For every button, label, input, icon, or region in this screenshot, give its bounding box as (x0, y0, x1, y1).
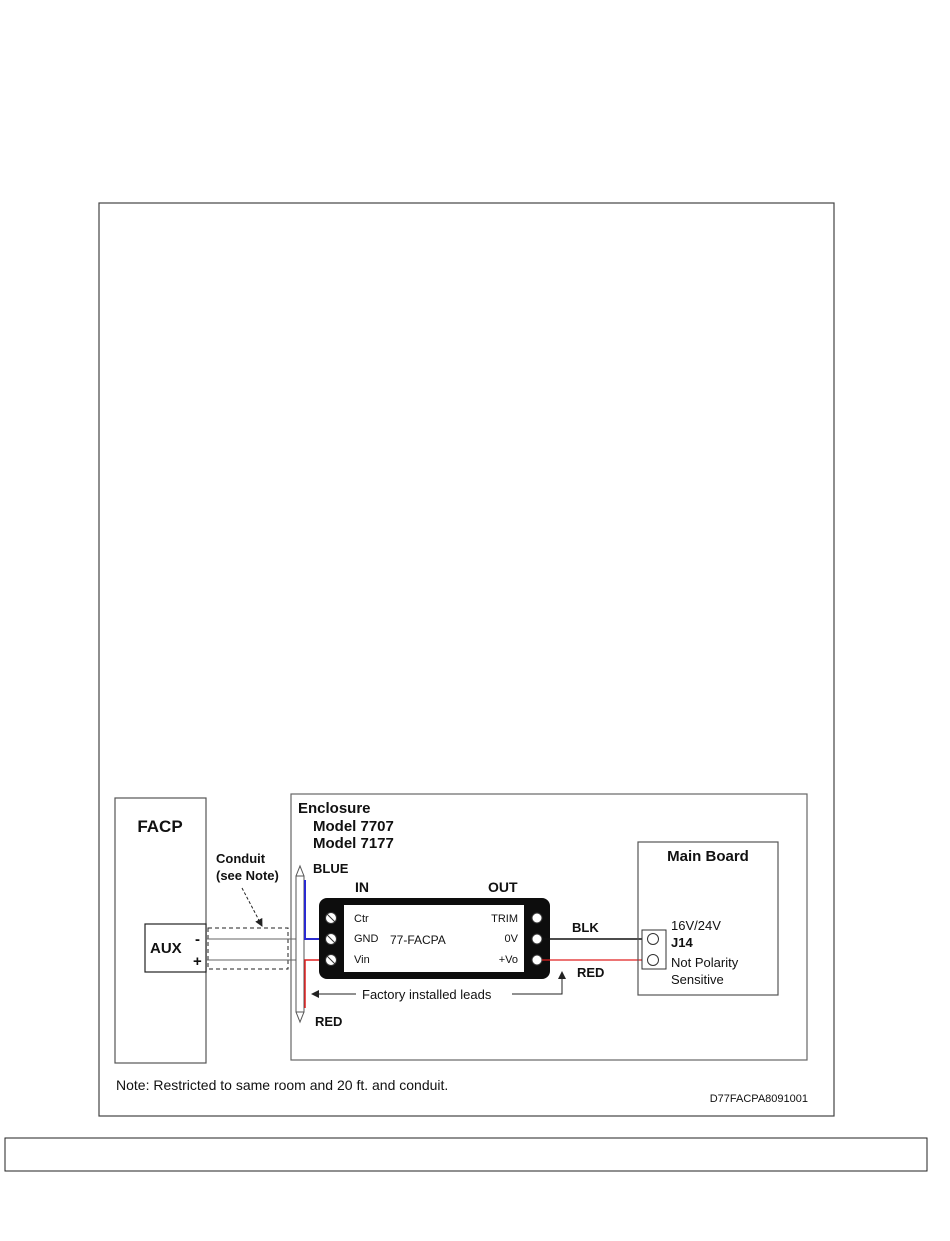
aux-plus-sign: + (193, 953, 202, 970)
terminal-label-gnd: GND (354, 933, 379, 945)
factory-leads-label: Factory installed leads (362, 987, 492, 1002)
enclosure-model-7177: Model 7177 (313, 835, 394, 852)
output-terminals (532, 913, 542, 965)
main-board-polarity-line1: Not Polarity (671, 955, 739, 970)
terminal-label-0v: 0V (504, 933, 518, 945)
terminal-label-vin: Vin (354, 954, 370, 966)
drawing-id: D77FACPA8091001 (709, 1093, 808, 1105)
enclosure-model-7707: Model 7707 (313, 818, 394, 835)
sheath-top-tip (296, 866, 304, 876)
aux-minus-sign: - (195, 931, 200, 948)
terminal-vo (532, 955, 542, 965)
wire-sheath (296, 876, 304, 1012)
blue-wire-label: BLUE (313, 861, 349, 876)
main-board-title: Main Board (667, 848, 749, 865)
main-board (638, 842, 778, 995)
conduit-dashed-outline (208, 928, 288, 969)
caption-bar (5, 1138, 927, 1171)
terminal-label-vo: +Vo (498, 954, 518, 966)
conduit (208, 851, 288, 969)
sheath-bottom-tip (296, 1012, 304, 1022)
facp-panel (115, 798, 206, 1063)
blk-wire-label: BLK (572, 920, 599, 935)
facpa-module (319, 879, 550, 979)
aux-label: AUX (150, 940, 182, 957)
j14-pin-2 (648, 955, 659, 966)
figure-frame (99, 203, 834, 1116)
conduit-pointer-arrow (242, 888, 262, 926)
input-screw-terminals (326, 913, 337, 966)
terminal-0v (532, 934, 542, 944)
diagram-note: Note: Restricted to same room and 20 ft. and conduit. (116, 1077, 449, 1093)
terminal-label-trim: TRIM (491, 913, 518, 925)
enclosure-title: Enclosure (298, 800, 371, 817)
j14-pin-1 (648, 934, 659, 945)
main-board-connector: J14 (671, 935, 693, 950)
red-wire-label-left: RED (315, 1014, 343, 1029)
red-wire-label-right: RED (577, 965, 605, 980)
module-in-label: IN (355, 879, 369, 895)
main-board-voltage: 16V/24V (671, 918, 721, 933)
module-out-label: OUT (488, 879, 518, 895)
terminal-label-ctr: Ctr (354, 913, 369, 925)
main-board-polarity-line2: Sensitive (671, 972, 724, 987)
conduit-label-line1: Conduit (216, 851, 266, 866)
terminal-trim (532, 913, 542, 923)
facp-title: FACP (137, 817, 183, 836)
conduit-label-line2: (see Note) (216, 868, 279, 883)
module-name: 77-FACPA (390, 933, 446, 947)
